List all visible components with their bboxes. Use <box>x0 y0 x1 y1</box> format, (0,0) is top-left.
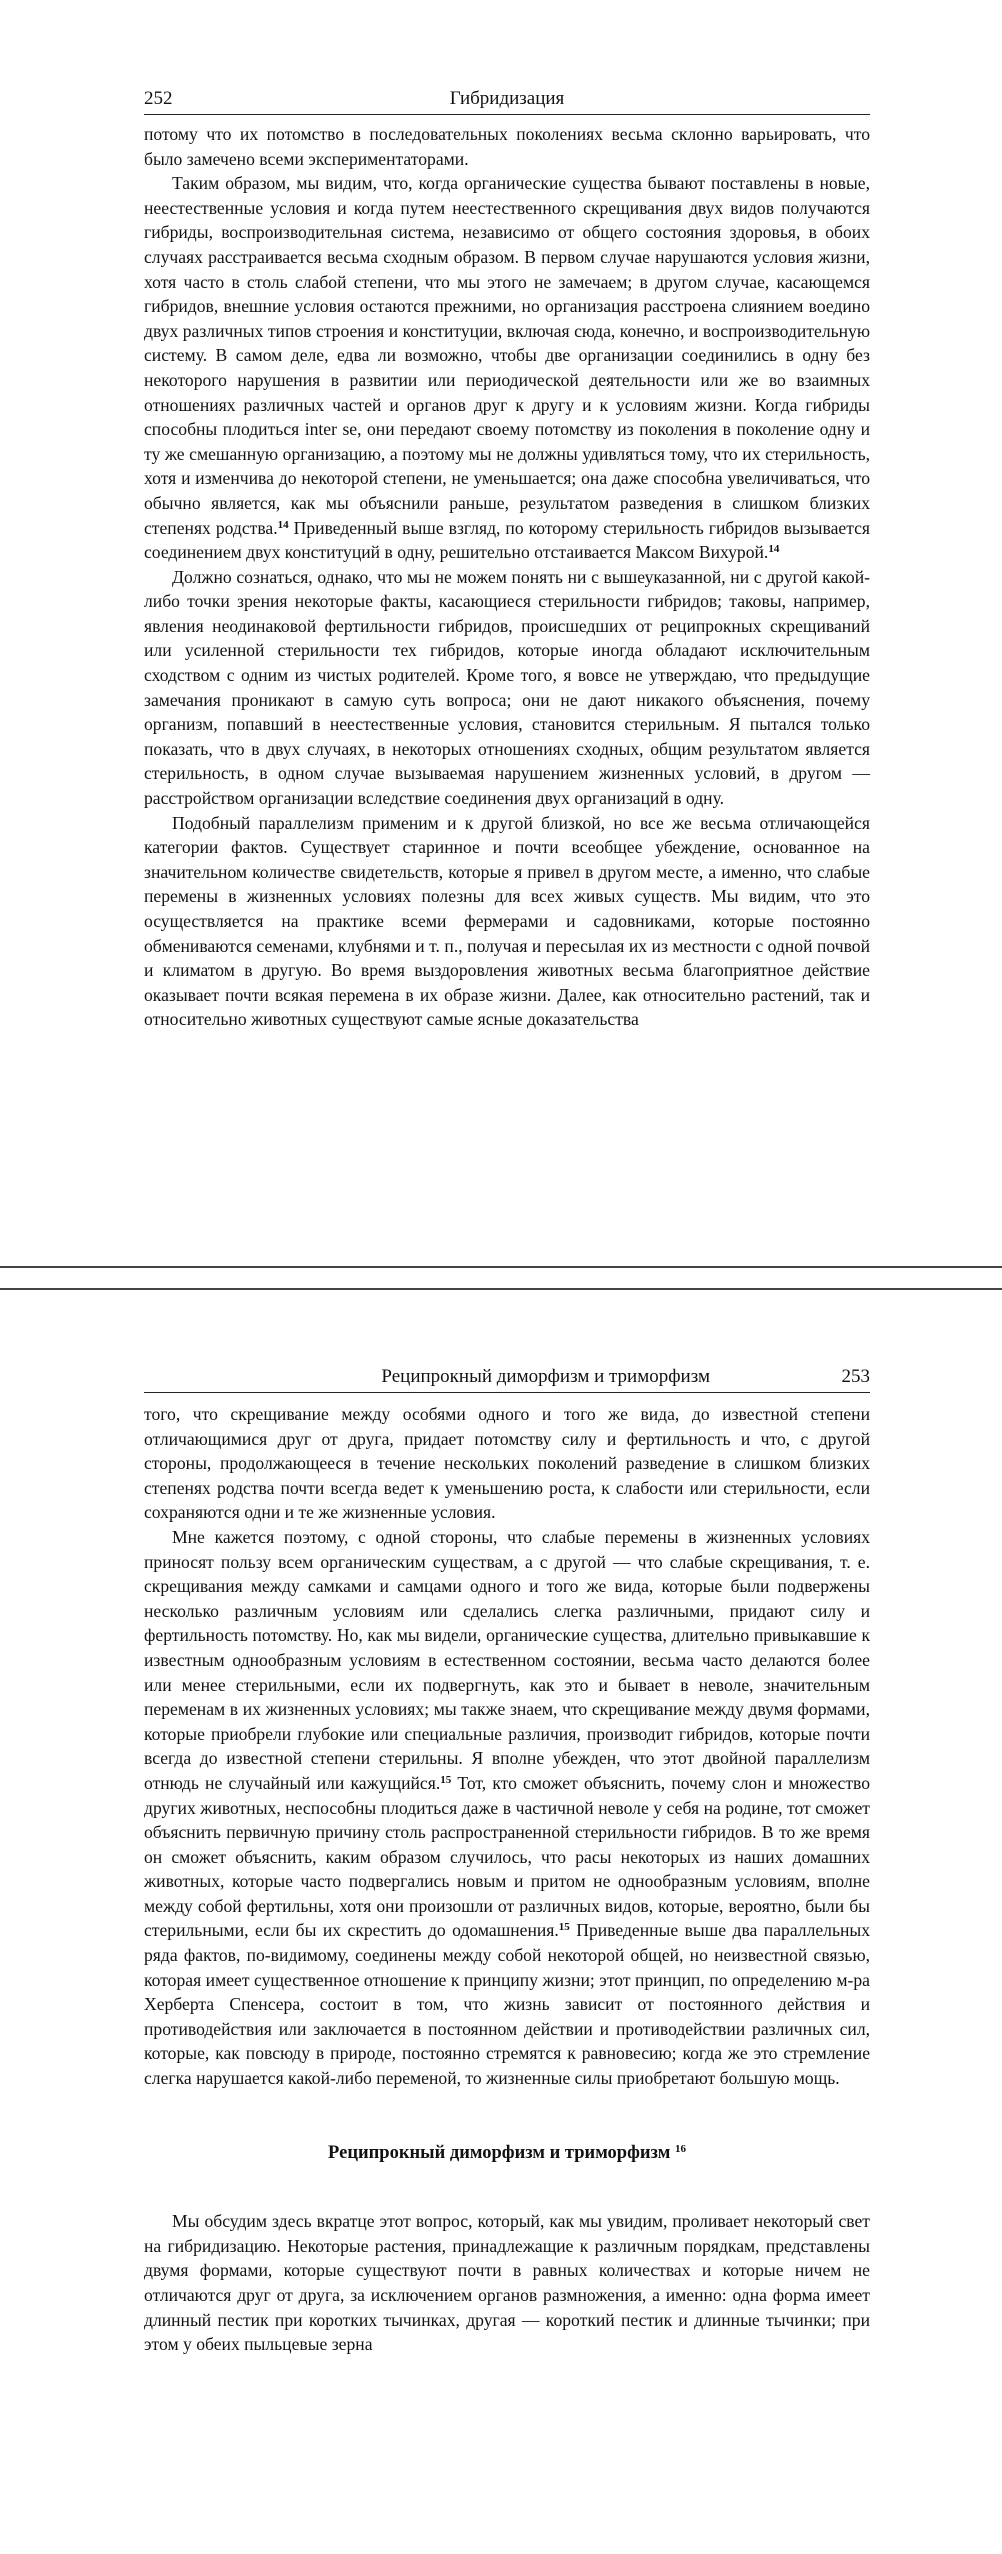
paragraph-text: Таким образом, мы видим, что, когда органические существа бывают поставлены в новые, неестественные условия и когда путем неестественного скрещивания двух видов получаются гибриды, воспроизводительная система, независимо от общего состояния здоровья, в обоих случаях расстраивается весьма сходным образом. В первом случае нарушаются условия жизни, хотя часто в столь слабой степени, что мы этого не замечаем; в другом случае, касающемся гибридов, внешние условия остаются прежними, но организация расстроена слиянием воедино двух различных типов строения и конституции, включая сюда, конечно, и воспроизводительную систему. В самом деле, едва ли возможно, чтобы две организации соединились в одну без некоторого нарушения в развитии или периодической деятельности или же во взаимных отношениях различных частей и органов друг к другу и к условиям жизни. Когда гибриды способны плодиться inter se, они передают своему потомству из поколения в поколение одну и ту же смешанную организацию, а поэтому мы не должны удивляться тому, что их стерильность, хотя и изменчива до некоторой степени, не уменьшается; она даже способна увеличиваться, что обычно является, как мы объяснили раньше, результатом разведения в слишком близких степенях родства. <box>144 173 870 538</box>
footnote-ref: 15 <box>558 1921 570 1934</box>
page-header <box>144 84 870 115</box>
paragraph: потому что их потомство в последовательных поколениях весьма склонно варьировать, что было замечено всеми экспериментаторами. <box>144 124 870 169</box>
footnote-ref: 15 <box>440 1773 452 1786</box>
paragraph: Должно сознаться, однако, что мы не можем понять ни с вышеуказанной, ни с другой какой-либо точки зрения некоторые факты, касающиеся стерильности гибридов; таковы, например, явления неодинаковой фертильности гибридов, происшедших от реципрокных скрещиваний или усиленной стерильности тех гибридов, которые иногда обладают исключительным сходством с одним из чистых родителей. Кроме того, я вовсе не утверждаю, что предыдущие замечания проникают в самую суть вопроса; они не дают никакого объяснения, почему организм, попавший в неестественные условия, становится стерильным. Я пытался только показать, что в двух случаях, в некоторых отношениях сходных, общим результатом является стерильность, в одном случае вызываемая нарушением жизненных условий, в другом — расстройством организации вследствие соединения двух организаций в одну. <box>144 566 870 809</box>
page-separator <box>0 1266 1002 1290</box>
section-heading-text: Реципрокный диморфизм и триморфизм <box>328 2142 671 2163</box>
running-title: Гибридизация <box>449 88 565 109</box>
paragraph-text: Приведенный выше взгляд, по которому стерильность гибридов вызывается соединением двух конституций в одну, решительно отстаивается Максом Вихурой. <box>144 517 870 563</box>
section-heading <box>144 2141 870 2166</box>
paragraph-text: Мне кажется поэтому, с одной стороны, что слабые перемены в жизненных условиях приносят пользу всем органическим существам, а с другой — что слабые скрещивания, т. е. скрещивания между самками и самцами одного и того же вида, которые были подвержены несколько различным условиям или сделались слегка различными, придают силу и фертильность потомству. Но, как мы видели, органические существа, длительно привыкавшие к известным однообразным условиям в естественном состоянии, весьма часто делаются более или менее стерильными, если их подвергнуть, как это и бывает в неволе, значительным переменам в их жизненных условиях; мы также знаем, что скрещивание между двумя формами, которые приобрели глубокие или специальные различия, производит гибридов, которые почти всегда до известной степени стерильны. Я вполне убежден, что этот двойной параллелизм отнюдь не случайный или кажущийся. <box>144 1526 870 1793</box>
page-header <box>144 1362 870 1393</box>
paragraph: Мы обсудим здесь вкратце этот вопрос, который, как мы увидим, проливает некоторый свет на гибридизацию. Некоторые растения, принадлежащие к различным порядкам, представлены двумя формами, которые существуют почти в равных количествах и которые ничем не отличаются друг от друга, за исключением органов размножения, а именно: одна форма имеет длинный пестик при коротких тычинках, другая — короткий пестик и длинные тычинки; при этом у обеих пыльцевые зерна <box>144 2211 870 2355</box>
body-text <box>144 1402 870 2357</box>
body-text <box>144 122 870 1032</box>
footnote-ref: 14 <box>277 518 289 531</box>
page-number: 252 <box>144 88 173 109</box>
page-253 <box>0 1290 1002 2554</box>
footnote-ref: 16 <box>674 2142 686 2155</box>
paragraph-text: Приведенные выше два параллельных ряда фактов, по-видимому, соединены между собой некоторой общей, но неизвестной связью, которая имеет существенное отношение к принципу жизни; этот принцип, по определению м-ра Херберта Спенсера, состоит в том, что жизнь зависит от постоянного действия и противодействия или заключается в постоянном действии и противодействии различных сил, которые, как повсюду в природе, постоянно стремятся к равновесию; когда же это стремление слегка нарушается какой-либо переменой, то жизненные силы приобретают большую мощь. <box>144 1920 870 2089</box>
paragraph <box>144 171 870 565</box>
paragraph: Подобный параллелизм применим и к другой близкой, но все же весьма отличающейся категории фактов. Существует старинное и почти всеобщее убеждение, основанное на значительном количестве свидетельств, которые я привел в другом месте, а именно, что слабые перемены в жизненных условиях полезны для всех живых существ. Мы видим, что это осуществляется на практике всеми фермерами и садовниками, которые постоянно обмениваются семенами, клубнями и т. п., получая и пересылая их из местности с одной почвой и климатом в другую. Во время выздоровления животных весьма благоприятное действие оказывает почти всякая перемена в их образе жизни. Далее, как относительно растений, так и относительно животных существуют самые ясные доказательства <box>144 812 870 1030</box>
paragraph-text: Тот, кто сможет объяснить, почему слон и множество других животных, неспособны плодиться даже в частичной неволе у себя на родине, тот сможет объяснить первичную причину столь распространенной стерильности гибридов. В то же время он сможет объяснить, каким образом случилось, что расы некоторых из наших домашних животных, которые часто подвергались новым и притом не однообразным условиям, вполне между собой фертильны, хотя они произошли от различных видов, которые, вероятно, были бы стерильными, если бы их скрестить до одомашнения. <box>144 1772 870 1941</box>
footnote-ref: 14 <box>768 543 780 556</box>
running-title: Реципрокный диморфизм и триморфизм <box>381 1366 710 1387</box>
paragraph: того, что скрещивание между особями одного и того же вида, до известной степени отличающимися друг от друга, придает потомству силу и фертильность и что, с другой стороны, продолжающееся в течение нескольких поколений разведение в слишком близких степенях родства почти всегда ведет к уменьшению роста, к слабости или стерильности, если сохраняются одни и те же жизненные условия. <box>144 1404 870 1523</box>
page-number: 253 <box>841 1366 870 1387</box>
page-252 <box>0 0 1002 1266</box>
paragraph <box>144 1525 870 2091</box>
